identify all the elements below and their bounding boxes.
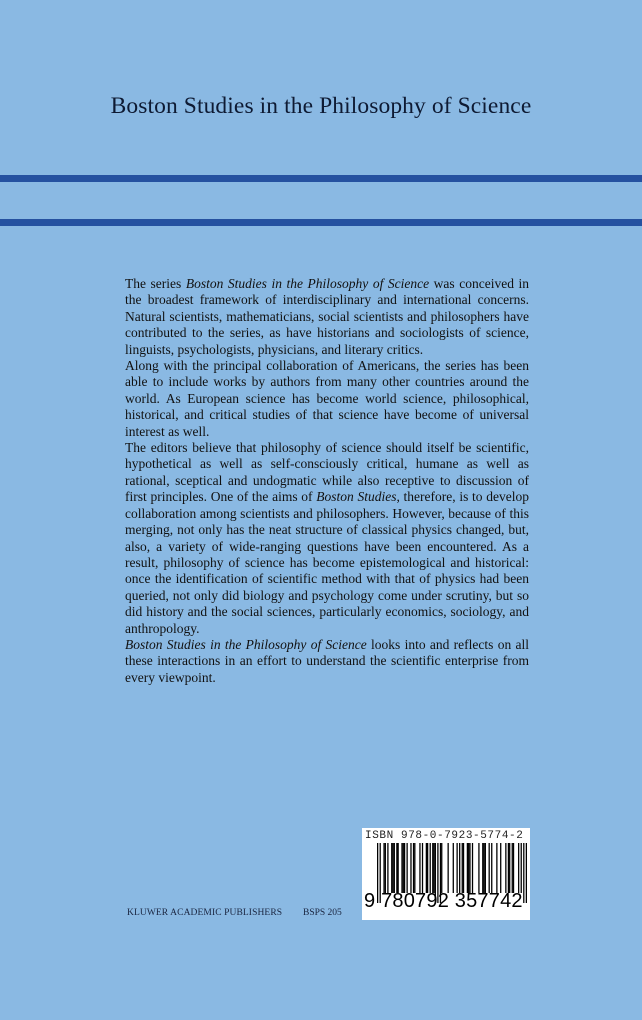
- body-text-segment: The series: [125, 276, 186, 291]
- body-text-segment: The editors believe that philosophy of science should itself be scientific, hypothetical as well as self-consciously critical, humane as well as rational, sceptical and undogmatic while also receptive to discussion of first principles. One of the aims of: [125, 440, 529, 505]
- body-text-segment: was conceived in the broadest framework of interdisciplinary and international concerns. Natural scientists, mathematicians, social scientists and philosophers have contributed to the series, as have historians and sociologists of science, linguists, psychologists, physicians, and literary critics.: [125, 276, 529, 357]
- body-text-segment: looks into and reflects on all these interactions in an effort to understand the scientific enterprise from every viewpoint.: [125, 636, 529, 685]
- italic-title-text: Boston Studies in the Philosophy of Science: [125, 636, 367, 652]
- italic-title-text: Boston Studies in the Philosophy of Science: [185, 276, 430, 291]
- paragraph: [125, 358, 529, 440]
- decorative-stripe-top: [0, 175, 642, 182]
- isbn-barcode: [362, 828, 530, 920]
- series-description: [125, 276, 529, 686]
- paragraph: [125, 276, 529, 358]
- body-text-segment: Along with the principal collaboration of Americans, the series has been able to include works by authors from many other countries around the world. As European science has become world science, philosophical, historical, and critical studies of that science have become of universal interest as well.: [125, 358, 529, 439]
- series-code: BSPS 205: [303, 908, 342, 918]
- barcode-digits: 9 780792 357742: [364, 890, 523, 912]
- paragraph: [125, 637, 529, 686]
- publisher-name: KLUWER ACADEMIC PUBLISHERS: [127, 908, 283, 918]
- series-title: Boston Studies in the Philosophy of Science: [110, 93, 532, 119]
- body-text-segment: , therefore, is to develop collaboration among scientists and philosophers. However, because of this merging, not only has the neat structure of classical physics changed, but, also, a variety of wide-ranging questions have been encountered. As a result, philosophy of science has become epistemological and historical: once the identification of scientific method with that of physics had been queried, not only did biology and psychology come under scrutiny, but so did history and the social sciences, particularly economics, sociology, and anthropology.: [125, 489, 529, 636]
- paragraph: [125, 440, 529, 637]
- decorative-stripe-bottom: [0, 219, 642, 226]
- isbn-label: ISBN 978-0-7923-5774-2: [365, 830, 524, 842]
- italic-title-text: Boston Studies: [316, 489, 397, 505]
